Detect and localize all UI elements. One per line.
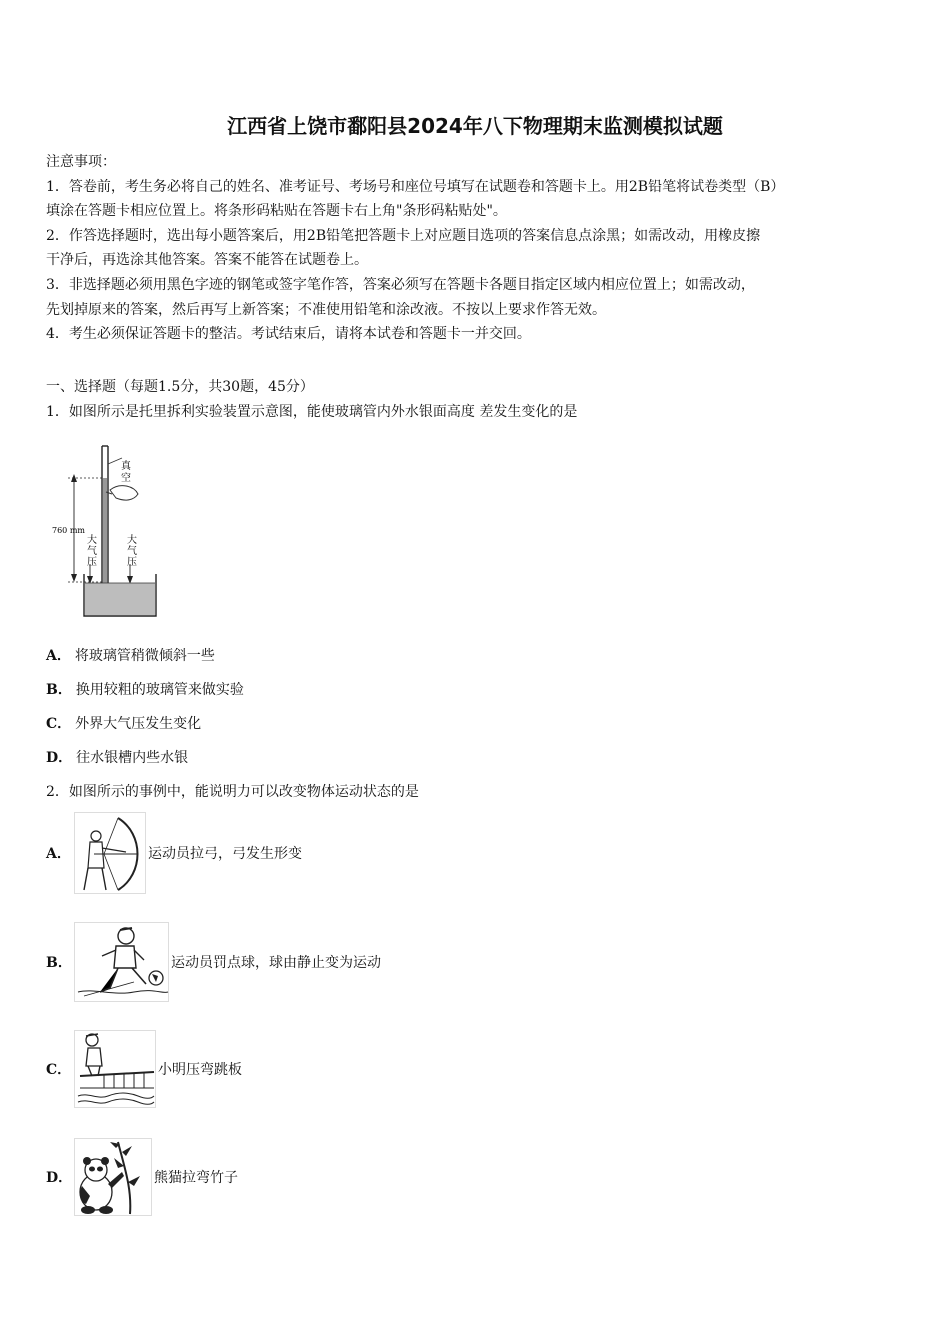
- vacuum-label: 真空: [118, 460, 130, 484]
- option-letter: A．: [46, 648, 71, 664]
- notice-line: 干净后，再选涂其他答案。答案不能答在试题卷上。: [46, 252, 368, 269]
- archer-icon: [74, 812, 146, 894]
- option-text: 外界大气压发生变化: [75, 716, 202, 732]
- q2-option-b[interactable]: [46, 922, 381, 1002]
- option-text: 运动员拉弓，弓发生形变: [148, 846, 302, 862]
- soccer-kick-icon: [74, 922, 169, 1002]
- option-letter: B．: [46, 682, 72, 698]
- q2-option-c[interactable]: [46, 1030, 242, 1108]
- pressure-label-left: 大气压: [84, 534, 96, 567]
- torricelli-figure: [50, 442, 160, 618]
- option-letter: B．: [46, 955, 72, 971]
- q2-option-d[interactable]: [46, 1138, 238, 1216]
- question-1-stem: 1．如图所示是托里拆利实验装置示意图，能使玻璃管内外水银面高度 差发生变化的是: [46, 404, 578, 420]
- notice-line: 2．作答选择题时，选出每小题答案后，用2B铅笔把答题卡上对应题目选项的答案信息点涂黑；如需改动，用橡皮擦: [46, 227, 761, 244]
- panda-bamboo-icon: [74, 1138, 152, 1216]
- notice-line: 4．考生必须保证答题卡的整洁。考试结束后，请将本试卷和答题卡一并交回。: [46, 326, 531, 343]
- q1-option-d[interactable]: [46, 747, 188, 767]
- option-letter: D．: [46, 1170, 73, 1186]
- q1-option-b[interactable]: [46, 679, 244, 699]
- pressure-label-right: 大气压: [124, 534, 136, 567]
- option-text: 换用较粗的玻璃管来做实验: [75, 682, 244, 698]
- height-label: 760 mm: [52, 526, 85, 535]
- notice-line: 3．非选择题必须用黑色字迹的钢笔或签字笔作答，答案必须写在答题卡各题目指定区域内相应位置上；如需改动，: [46, 276, 755, 293]
- q1-option-a[interactable]: [46, 645, 215, 665]
- option-text: 运动员罚点球，球由静止变为运动: [171, 955, 381, 971]
- option-text: 小明压弯跳板: [158, 1062, 242, 1078]
- option-text: 熊猫拉弯竹子: [154, 1170, 238, 1186]
- notice-block: [46, 150, 906, 347]
- notice-line: 先划掉原来的答案，然后再写上新答案；不准使用铅笔和涂改液。不按以上要求作答无效。: [46, 301, 606, 318]
- page-title: 江西省上饶市鄱阳县2024年八下物理期末监测模拟试题: [227, 114, 723, 138]
- option-letter: C．: [46, 1062, 72, 1078]
- notice-line: 1．答卷前，考生务必将自己的姓名、准考证号、考场号和座位号填写在试题卷和答题卡上。用2B铅笔将试卷类型（B）: [46, 178, 785, 195]
- option-letter: A．: [46, 846, 71, 862]
- option-letter: C．: [46, 716, 72, 732]
- q2-option-a[interactable]: [46, 812, 302, 894]
- diving-board-icon: [74, 1030, 156, 1108]
- option-text: 将玻璃管稍微倾斜一些: [74, 648, 215, 664]
- section-heading: 一、选择题（每题1.5分，共30题，45分）: [46, 379, 314, 395]
- q1-option-c[interactable]: [46, 713, 201, 733]
- notice-heading: 注意事项：: [46, 154, 116, 170]
- option-text: 往水银槽内些水银: [76, 750, 189, 766]
- option-letter: D．: [46, 750, 73, 766]
- question-2-stem: 2．如图所示的事例中，能说明力可以改变物体运动状态的是: [46, 784, 419, 800]
- notice-line: 填涂在答题卡相应位置上。将条形码粘贴在答题卡右上角"条形码粘贴处"。: [46, 203, 507, 220]
